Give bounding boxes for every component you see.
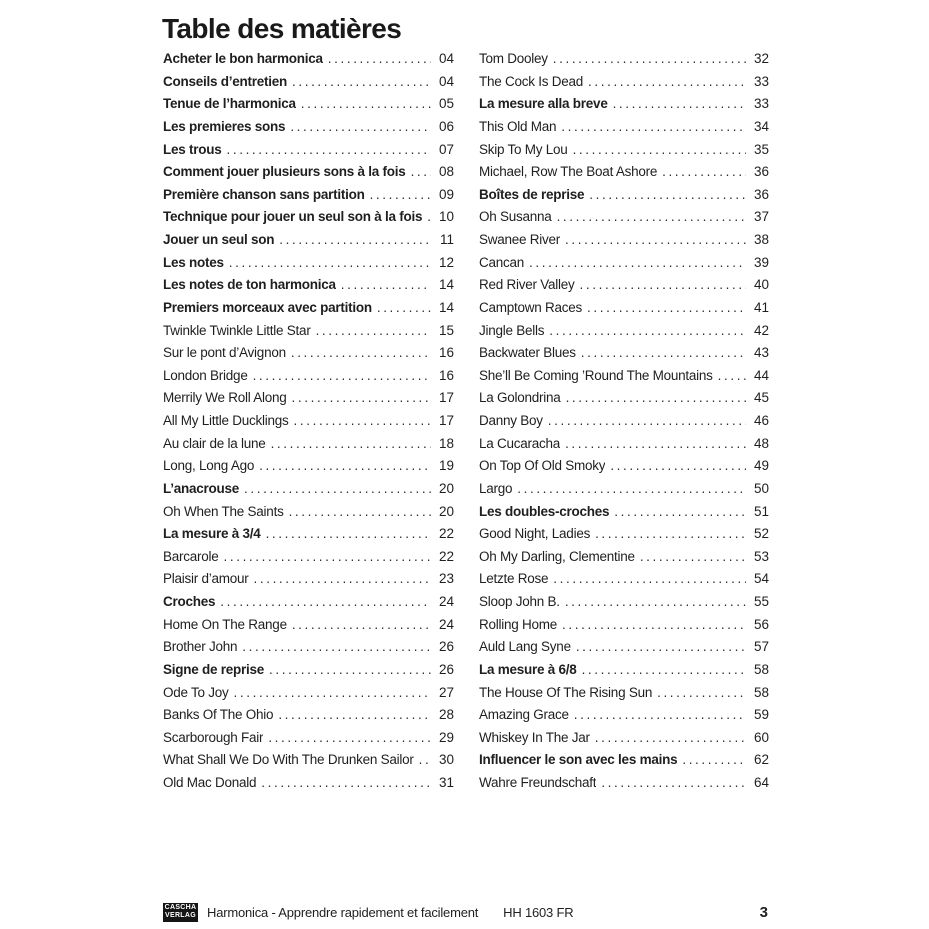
dot-leader — [227, 139, 431, 162]
dot-leader — [566, 387, 746, 410]
toc-entry-page: 20 — [438, 503, 454, 519]
toc-entry-page: 09 — [438, 186, 454, 202]
toc-entry — [163, 252, 454, 275]
toc-entry — [163, 274, 454, 297]
dot-leader — [595, 727, 746, 750]
toc-entry-label: Comment jouer plusieurs sons à la fois — [163, 164, 406, 180]
toc-entry-page: 48 — [753, 435, 769, 451]
toc-entry — [479, 568, 769, 591]
toc-entry-label: Skip To My Lou — [479, 141, 568, 157]
toc-entry — [479, 48, 769, 71]
dot-leader — [517, 478, 746, 501]
toc-entry-page: 37 — [753, 209, 769, 225]
toc-entry-label: Plaisir d’amour — [163, 571, 249, 587]
toc-entry-page: 59 — [753, 707, 769, 723]
dot-leader — [244, 478, 431, 501]
toc-entry — [479, 161, 769, 184]
toc-entry-label: Au clair de la lune — [163, 435, 266, 451]
dot-leader — [254, 568, 431, 591]
toc-entry — [479, 749, 769, 772]
dot-leader — [266, 523, 431, 546]
dot-leader — [328, 48, 431, 71]
toc-entry — [163, 48, 454, 71]
toc-entry — [163, 455, 454, 478]
toc-entry — [479, 297, 769, 320]
toc-entry — [163, 297, 454, 320]
toc-entry-page: 56 — [753, 616, 769, 632]
toc-entry — [479, 139, 769, 162]
dot-leader — [370, 184, 431, 207]
dot-leader — [292, 71, 431, 94]
toc-entry-page: 06 — [438, 118, 454, 134]
toc-entry — [479, 727, 769, 750]
toc-entry-label: Twinkle Twinkle Little Star — [163, 322, 311, 338]
toc-entry — [479, 455, 769, 478]
toc-entry-label: Croches — [163, 594, 216, 609]
toc-entry — [479, 365, 769, 388]
toc-entry-label: Premiers morceaux avec partition — [163, 299, 372, 315]
toc-entry — [163, 523, 454, 546]
dot-leader — [610, 455, 746, 478]
toc-entry — [163, 433, 454, 456]
footer-catalog-number: HH 1603 FR — [503, 904, 574, 920]
toc-entry-page: 10 — [438, 209, 454, 225]
toc-entry-label: La Cucaracha — [479, 435, 561, 451]
toc-entry — [479, 523, 769, 546]
footer-page-number: 3 — [759, 903, 768, 921]
toc-entry-page: 24 — [438, 616, 454, 632]
toc-entry-page: 41 — [753, 299, 769, 315]
toc-entry-label: Home On The Range — [163, 616, 287, 632]
dot-leader — [662, 161, 746, 184]
dot-leader — [411, 161, 431, 184]
toc-entry-label: Oh Susanna — [479, 209, 552, 225]
dot-leader — [269, 659, 431, 682]
toc-entry-label: La mesure à 3/4 — [163, 526, 261, 542]
toc-entry-page: 16 — [438, 367, 454, 383]
toc-entry — [163, 772, 454, 795]
toc-entry-label: Michael, Row The Boat Ashore — [479, 164, 658, 180]
toc-entry-page: 42 — [753, 322, 769, 338]
cascha-verlag-logo — [163, 903, 198, 922]
dot-leader — [562, 614, 746, 637]
toc-entry — [479, 614, 769, 637]
dot-leader — [261, 772, 431, 795]
toc-entry-label: Danny Boy — [479, 413, 543, 428]
toc-entry-label: Scarborough Fair — [163, 729, 264, 745]
toc-entry — [479, 433, 769, 456]
toc-entry-label: Banks Of The Ohio — [163, 707, 274, 723]
toc-entry-label: All My Little Ducklings — [163, 413, 289, 428]
toc-entry — [479, 116, 769, 139]
dot-leader — [657, 682, 746, 705]
toc-entry-page: 46 — [753, 413, 769, 428]
dot-leader — [290, 116, 431, 139]
toc-entry — [163, 184, 454, 207]
dot-leader — [682, 749, 746, 772]
toc-entry-label: This Old Man — [479, 118, 557, 134]
toc-entry-page: 17 — [438, 390, 454, 406]
toc-entry — [479, 320, 769, 343]
toc-entry-page: 54 — [753, 571, 769, 587]
dot-leader — [341, 274, 431, 297]
dot-leader — [292, 387, 431, 410]
toc-entry-label: Whiskey In The Jar — [479, 729, 590, 745]
toc-entry-label: Good Night, Ladies — [479, 526, 591, 542]
toc-entry-label: What Shall We Do With The Drunken Sailor — [163, 752, 414, 768]
toc-entry — [479, 93, 769, 116]
toc-entry — [479, 704, 769, 727]
toc-entry-page: 34 — [753, 118, 769, 134]
toc-entry-label: Influencer le son avec les mains — [479, 752, 678, 768]
toc-entry — [479, 206, 769, 229]
toc-entry-label: On Top Of Old Smoky — [479, 458, 606, 474]
toc-entry-page: 39 — [753, 254, 769, 270]
toc-entry-label: Cancan — [479, 254, 525, 270]
dot-leader — [291, 342, 431, 365]
toc-entry-label: Old Mac Donald — [163, 775, 257, 790]
toc-entry-label: Wahre Freundschaft — [479, 775, 597, 790]
toc-entry-page: 49 — [753, 458, 769, 474]
toc-entry-page: 38 — [753, 232, 769, 247]
dot-leader — [640, 546, 746, 569]
toc-entry-page: 22 — [438, 526, 454, 542]
logo-text-line2: VERLAG — [165, 912, 196, 919]
toc-entry — [479, 342, 769, 365]
toc-entry-label: Tenue de l’harmonica — [163, 96, 296, 112]
toc-entry-page: 23 — [438, 571, 454, 587]
toc-entry-label: Tom Dooley — [479, 51, 548, 66]
dot-leader — [557, 206, 746, 229]
dot-leader — [220, 591, 431, 614]
toc-entry — [479, 229, 769, 252]
toc-entry — [163, 749, 454, 772]
toc-entry-page: 58 — [753, 684, 769, 700]
toc-entry-page: 08 — [438, 164, 454, 180]
toc-entry-page: 30 — [438, 752, 454, 768]
toc-entry-label: Camptown Races — [479, 299, 583, 315]
dot-leader — [289, 501, 431, 524]
toc-entry — [163, 320, 454, 343]
toc-entry — [163, 727, 454, 750]
toc-entry — [479, 682, 769, 705]
toc-entry-label: The House Of The Rising Sun — [479, 684, 653, 700]
toc-entry-label: Les trous — [163, 141, 222, 157]
toc-entry — [163, 71, 454, 94]
toc-entry-page: 20 — [438, 480, 454, 496]
toc-column-left — [163, 48, 454, 795]
dot-leader — [234, 682, 431, 705]
toc-entry-page: 52 — [753, 526, 769, 542]
toc-entry-page: 51 — [753, 503, 769, 519]
toc-entry-label: La mesure alla breve — [479, 96, 608, 112]
dot-leader — [529, 252, 746, 275]
dot-leader — [601, 772, 746, 795]
dot-leader — [614, 501, 746, 524]
dot-leader — [229, 252, 431, 275]
toc-entry-label: London Bridge — [163, 367, 248, 383]
toc-entry-page: 14 — [438, 277, 454, 293]
dot-leader — [565, 591, 746, 614]
toc-entry-page: 12 — [438, 254, 454, 270]
dot-leader — [553, 48, 746, 71]
toc-entry — [479, 591, 769, 614]
dot-leader — [259, 455, 431, 478]
toc-entry-page: 26 — [438, 639, 454, 655]
toc-entry-label: Technique pour jouer un seul son à la fois — [163, 209, 423, 225]
toc-entry-page: 40 — [753, 277, 769, 293]
dot-leader — [549, 320, 746, 343]
toc-entry-page: 43 — [753, 345, 769, 361]
toc-entry-label: Première chanson sans partition — [163, 186, 365, 202]
dot-leader — [565, 229, 746, 252]
toc-entry — [163, 682, 454, 705]
toc-entry-page: 15 — [438, 322, 454, 338]
toc-entry-label: Oh My Darling, Clementine — [479, 548, 635, 564]
toc-entry-page: 27 — [438, 684, 454, 700]
toc-entry-page: 32 — [753, 51, 769, 66]
toc-entry — [163, 342, 454, 365]
dot-leader — [377, 297, 431, 320]
toc-entry-label: Les premieres sons — [163, 118, 286, 134]
toc-entry-label: Jingle Bells — [479, 322, 545, 338]
toc-entry-page: 29 — [438, 729, 454, 745]
toc-entry-page: 11 — [439, 232, 454, 247]
toc-entry-page: 04 — [438, 51, 454, 66]
toc-entry — [163, 365, 454, 388]
toc-entry-page: 50 — [753, 480, 769, 496]
dot-leader — [427, 206, 431, 229]
toc-entry-page: 16 — [438, 345, 454, 361]
toc-entry-page: 26 — [438, 661, 454, 677]
toc-entry — [163, 636, 454, 659]
dot-leader — [587, 297, 746, 320]
toc-entry — [163, 161, 454, 184]
logo-text-line1: CASCHA — [164, 904, 197, 912]
toc-entry — [163, 229, 454, 252]
toc-entry — [163, 704, 454, 727]
toc-entry — [163, 410, 454, 433]
dot-leader — [595, 523, 746, 546]
toc-entry-page: 33 — [753, 96, 769, 112]
toc-entry-label: Conseils d’entretien — [163, 73, 288, 89]
toc-entry — [163, 568, 454, 591]
dot-leader — [580, 274, 746, 297]
dot-leader — [278, 704, 431, 727]
dot-leader — [582, 659, 746, 682]
toc-entry-page: 05 — [438, 96, 454, 112]
dot-leader — [588, 71, 746, 94]
toc-entry-label: Sur le pont d’Avignon — [163, 345, 286, 361]
toc-entry-page: 62 — [753, 752, 769, 768]
dot-leader — [574, 704, 746, 727]
toc-entry — [479, 546, 769, 569]
toc-entry-page: 31 — [438, 775, 454, 790]
toc-entry — [479, 636, 769, 659]
toc-entry-label: Oh When The Saints — [163, 503, 284, 519]
toc-entry — [163, 116, 454, 139]
toc-entry-label: Long, Long Ago — [163, 458, 255, 474]
toc-entry-page: 44 — [753, 367, 769, 383]
dot-leader — [565, 433, 746, 456]
toc-entry — [163, 501, 454, 524]
toc-entry-page: 04 — [438, 73, 454, 89]
toc-entry-label: Jouer un seul son — [163, 232, 275, 247]
toc-entry-label: She’ll Be Coming ’Round The Mountains — [479, 367, 713, 383]
toc-entry-page: 53 — [753, 548, 769, 564]
toc-entry-label: Acheter le bon harmonica — [163, 51, 323, 66]
toc-entry-label: Largo — [479, 480, 513, 496]
toc-entry-label: Barcarole — [163, 548, 219, 564]
toc-entry-page: 35 — [753, 141, 769, 157]
toc-entry-label: Rolling Home — [479, 616, 558, 632]
toc-entry — [163, 659, 454, 682]
toc-entry — [163, 614, 454, 637]
toc-entry-label: Ode To Joy — [163, 684, 229, 700]
toc-entry-page: 17 — [438, 413, 454, 428]
toc-entry — [479, 501, 769, 524]
toc-entry-page: 55 — [753, 594, 769, 609]
toc-entry — [163, 387, 454, 410]
dot-leader — [581, 342, 746, 365]
toc-entry-label: Swanee River — [479, 232, 561, 247]
toc-entry-page: 36 — [753, 186, 769, 202]
toc-entry-page: 58 — [753, 661, 769, 677]
toc-entry-label: La mesure à 6/8 — [479, 661, 577, 677]
toc-entry-label: Boîtes de reprise — [479, 186, 585, 202]
dot-leader — [419, 749, 431, 772]
toc-entry-page: 14 — [438, 299, 454, 315]
toc-entry-label: Les doubles-croches — [479, 503, 610, 519]
toc-entry — [479, 478, 769, 501]
toc-entry-label: Les notes — [163, 254, 224, 270]
toc-entry-label: Letzte Rose — [479, 571, 549, 587]
toc-entry-label: Amazing Grace — [479, 707, 569, 723]
toc-entry — [479, 410, 769, 433]
dot-leader — [553, 568, 746, 591]
toc-entry — [479, 71, 769, 94]
toc-entry — [479, 252, 769, 275]
dot-leader — [301, 93, 431, 116]
dot-leader — [294, 410, 431, 433]
dot-leader — [268, 727, 431, 750]
dot-leader — [576, 636, 746, 659]
toc-entry-label: Les notes de ton harmonica — [163, 277, 336, 293]
toc-entry-label: Brother John — [163, 639, 238, 655]
dot-leader — [271, 433, 431, 456]
toc-entry-label: Backwater Blues — [479, 345, 576, 361]
toc-entry — [163, 478, 454, 501]
toc-entry — [479, 274, 769, 297]
toc-entry-page: 60 — [753, 729, 769, 745]
toc-entry-page: 18 — [438, 435, 454, 451]
dot-leader — [279, 229, 431, 252]
table-of-contents — [163, 48, 769, 795]
toc-entry — [163, 93, 454, 116]
toc-entry — [479, 387, 769, 410]
toc-entry-page: 28 — [438, 707, 454, 723]
toc-entry-page: 24 — [438, 594, 454, 609]
toc-entry-label: Merrily We Roll Along — [163, 390, 287, 406]
dot-leader — [224, 546, 431, 569]
toc-entry-page: 36 — [753, 164, 769, 180]
dot-leader — [573, 139, 746, 162]
dot-leader — [242, 636, 431, 659]
dot-leader — [548, 410, 746, 433]
toc-entry-page: 33 — [753, 73, 769, 89]
toc-entry-page: 22 — [438, 548, 454, 564]
dot-leader — [589, 184, 746, 207]
page-title: Table des matières — [162, 12, 402, 44]
toc-column-right — [479, 48, 769, 795]
dot-leader — [292, 614, 431, 637]
toc-entry-label: Signe de reprise — [163, 661, 265, 677]
toc-entry — [479, 184, 769, 207]
toc-entry — [479, 659, 769, 682]
toc-entry-label: The Cock Is Dead — [479, 73, 584, 89]
toc-entry-label: La Golondrina — [479, 390, 561, 406]
toc-entry — [163, 139, 454, 162]
toc-entry-label: Red River Valley — [479, 277, 575, 293]
toc-entry — [163, 546, 454, 569]
toc-entry-page: 57 — [753, 639, 769, 655]
dot-leader — [253, 365, 431, 388]
toc-entry — [163, 591, 454, 614]
footer-book-title: Harmonica - Apprendre rapidement et facilement — [207, 904, 479, 920]
toc-entry — [479, 772, 769, 795]
dot-leader — [316, 320, 431, 343]
toc-entry-page: 07 — [438, 141, 454, 157]
page-footer — [163, 900, 768, 924]
toc-entry — [163, 206, 454, 229]
dot-leader — [718, 365, 746, 388]
toc-entry-page: 19 — [438, 458, 454, 474]
toc-entry-page: 45 — [753, 390, 769, 406]
toc-entry-label: L’anacrouse — [163, 480, 240, 496]
dot-leader — [561, 116, 746, 139]
dot-leader — [613, 93, 746, 116]
toc-entry-label: Sloop John B. — [479, 594, 560, 609]
toc-entry-label: Auld Lang Syne — [479, 639, 571, 655]
toc-entry-page: 64 — [753, 775, 769, 790]
